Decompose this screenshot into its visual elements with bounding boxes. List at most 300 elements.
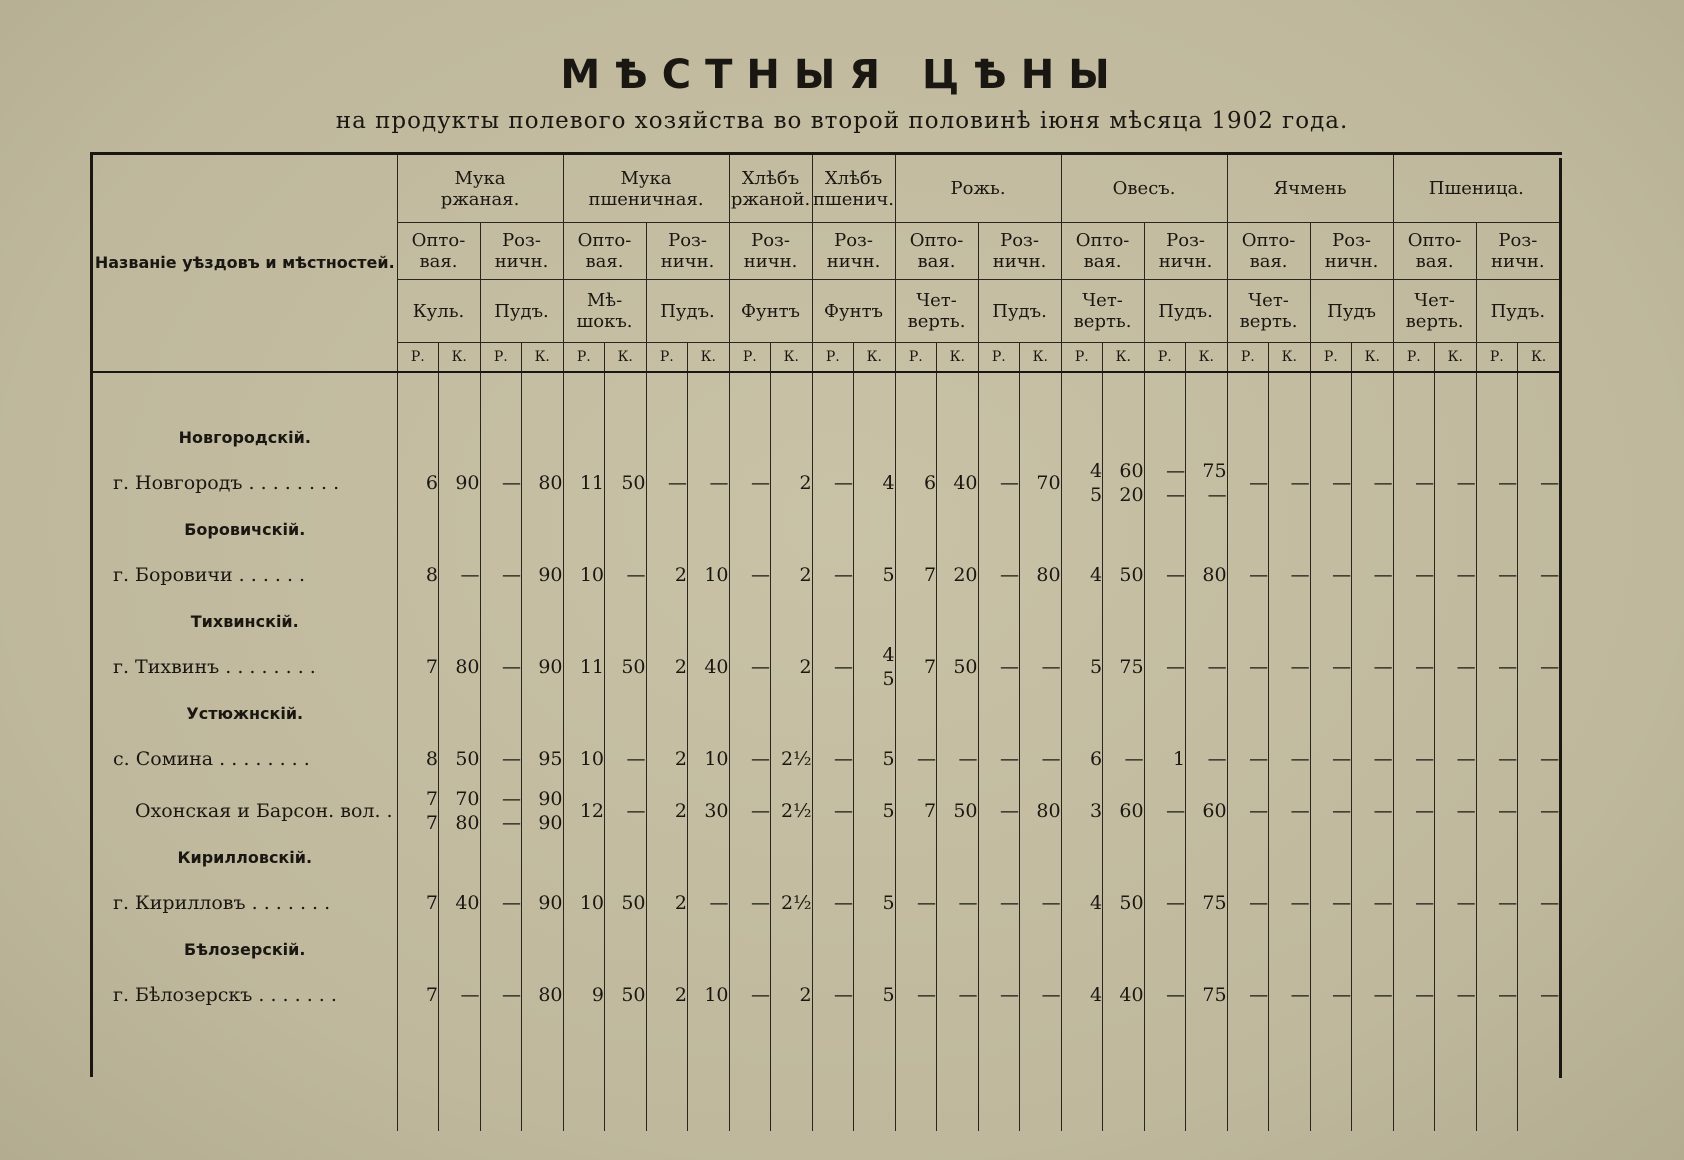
price-value: 2 xyxy=(674,984,687,1006)
price-cell xyxy=(771,877,813,929)
price-value: 90 xyxy=(538,564,563,586)
price-value: — xyxy=(1332,472,1352,494)
name-cell xyxy=(93,837,397,877)
price-cell xyxy=(439,733,481,785)
empty-cell xyxy=(1352,837,1394,877)
empty-cell xyxy=(522,1021,564,1131)
price-value: — xyxy=(751,748,771,770)
price-cell xyxy=(1352,733,1394,785)
empty-cell xyxy=(1144,1021,1186,1131)
unit-header: Пудъ. xyxy=(1144,280,1227,343)
price-value: — xyxy=(834,892,854,914)
empty-cell xyxy=(439,1021,481,1131)
empty-cell xyxy=(854,417,896,457)
price-cell xyxy=(439,549,481,601)
price-value: — xyxy=(1207,748,1227,770)
empty-cell xyxy=(1476,417,1518,457)
price-value: — xyxy=(917,892,937,914)
unit-header: Пудъ. xyxy=(1476,280,1559,343)
empty-cell xyxy=(397,929,439,969)
price-kind-header: Опто- вая. xyxy=(895,223,978,280)
price-cell xyxy=(1352,969,1394,1021)
empty-cell xyxy=(729,1021,771,1131)
price-value: — xyxy=(1249,892,1269,914)
price-cell xyxy=(1393,641,1435,693)
price-cell xyxy=(688,641,730,693)
price-value: — xyxy=(834,984,854,1006)
unit-header: Фунтъ xyxy=(729,280,812,343)
empty-cell xyxy=(480,1021,522,1131)
district-row xyxy=(93,601,1559,641)
price-cell xyxy=(1186,733,1228,785)
price-value: — xyxy=(1000,656,1020,678)
unit-header: Пудъ. xyxy=(480,280,563,343)
price-value: — xyxy=(1041,748,1061,770)
price-kind-header: Роз- ничн. xyxy=(646,223,729,280)
price-value: — xyxy=(1290,984,1310,1006)
price-cell xyxy=(1061,877,1103,929)
price-cell xyxy=(480,733,522,785)
price-value: — xyxy=(1498,748,1518,770)
empty-cell xyxy=(480,417,522,457)
price-value: — — xyxy=(1166,460,1186,506)
price-cell xyxy=(937,733,979,785)
price-value: — xyxy=(1041,984,1061,1006)
place-name: Охонская и Барсон. вол. . xyxy=(135,800,393,822)
price-value: — xyxy=(1332,984,1352,1006)
price-value: — xyxy=(1540,472,1560,494)
empty-cell xyxy=(646,417,688,457)
rub-header: Р. xyxy=(1393,343,1435,373)
price-cell xyxy=(1310,733,1352,785)
empty-cell xyxy=(563,929,605,969)
price-value: 2 xyxy=(799,984,812,1006)
unit-header: Пудъ. xyxy=(978,280,1061,343)
empty-cell xyxy=(1103,509,1145,549)
empty-cell xyxy=(688,929,730,969)
empty-cell xyxy=(978,929,1020,969)
price-kind-header: Роз- ничн. xyxy=(480,223,563,280)
empty-cell xyxy=(1186,837,1228,877)
empty-cell xyxy=(439,372,481,417)
empty-cell xyxy=(646,929,688,969)
price-cell xyxy=(937,785,979,837)
empty-cell xyxy=(1435,417,1477,457)
empty-cell xyxy=(1103,837,1145,877)
price-cell xyxy=(1227,877,1269,929)
price-value: 2 xyxy=(799,472,812,494)
price-value: 40 xyxy=(704,656,729,678)
price-value: — xyxy=(1290,748,1310,770)
empty-cell xyxy=(1020,837,1062,877)
price-cell xyxy=(605,969,647,1021)
price-value: — xyxy=(1166,892,1186,914)
empty-cell xyxy=(1435,372,1477,417)
price-cell xyxy=(1061,549,1103,601)
district-name: Бѣлозерскій. xyxy=(184,939,306,959)
empty-cell xyxy=(978,509,1020,549)
empty-cell xyxy=(854,372,896,417)
empty-cell xyxy=(895,1021,937,1131)
price-value: 2 xyxy=(799,656,812,678)
price-cell xyxy=(646,457,688,509)
empty-cell xyxy=(563,372,605,417)
price-value: 7 xyxy=(923,800,937,822)
empty-cell xyxy=(771,509,813,549)
empty-cell xyxy=(1310,509,1352,549)
rub-header: Р. xyxy=(480,343,522,373)
empty-cell xyxy=(1103,929,1145,969)
empty-cell xyxy=(1435,693,1477,733)
price-value: — xyxy=(709,892,729,914)
price-value: — xyxy=(626,800,646,822)
price-cell xyxy=(646,549,688,601)
rub-header: Р. xyxy=(397,343,439,373)
empty-cell xyxy=(605,1021,647,1131)
place-cell xyxy=(93,457,397,509)
price-cell xyxy=(563,641,605,693)
empty-cell xyxy=(1476,837,1518,877)
empty-cell xyxy=(522,693,564,733)
empty-cell xyxy=(1144,693,1186,733)
district-row xyxy=(93,509,1559,549)
empty-cell xyxy=(1518,601,1560,641)
empty-cell xyxy=(729,601,771,641)
price-value: — xyxy=(1249,984,1269,1006)
district-row xyxy=(93,837,1559,877)
empty-cell xyxy=(1352,601,1394,641)
tail-row xyxy=(93,1021,1559,1131)
empty-cell xyxy=(1061,929,1103,969)
price-cell xyxy=(771,733,813,785)
price-cell xyxy=(1393,733,1435,785)
price-value: — xyxy=(1166,564,1186,586)
price-value: 8 xyxy=(425,564,438,586)
price-value: 40 xyxy=(1119,984,1144,1006)
price-cell xyxy=(1144,785,1186,837)
price-cell xyxy=(812,785,854,837)
empty-cell xyxy=(605,601,647,641)
price-cell xyxy=(439,457,481,509)
price-value: 2 xyxy=(674,564,687,586)
price-value: — xyxy=(1041,892,1061,914)
price-kind-header: Опто- вая. xyxy=(397,223,480,280)
price-value: 75 xyxy=(1119,656,1144,678)
empty-cell xyxy=(1310,1021,1352,1131)
price-value: — xyxy=(502,892,521,914)
data-row xyxy=(93,641,1559,693)
empty-cell xyxy=(729,693,771,733)
empty-cell xyxy=(1227,509,1269,549)
kop-header: К. xyxy=(1352,343,1394,373)
price-value: 80 xyxy=(538,472,563,494)
empty-cell xyxy=(563,509,605,549)
price-cell xyxy=(1393,969,1435,1021)
price-value: — xyxy=(1498,656,1518,678)
price-cell xyxy=(1310,549,1352,601)
price-cell xyxy=(439,641,481,693)
empty-cell xyxy=(1227,1021,1269,1131)
price-value: — xyxy=(1332,748,1352,770)
price-value: — xyxy=(834,748,854,770)
price-value: — xyxy=(668,472,687,494)
price-cell xyxy=(937,641,979,693)
empty-cell xyxy=(1352,1021,1394,1131)
empty-cell xyxy=(771,693,813,733)
price-cell xyxy=(1393,549,1435,601)
price-value: 70 80 xyxy=(455,788,480,834)
price-value: 11 xyxy=(579,472,604,494)
empty-cell xyxy=(480,837,522,877)
price-value: 90 xyxy=(538,892,563,914)
empty-cell xyxy=(1476,372,1518,417)
price-cell xyxy=(895,733,937,785)
unit-header: Фунтъ xyxy=(812,280,895,343)
empty-cell xyxy=(439,601,481,641)
price-value: 40 xyxy=(455,892,480,914)
price-value: 5 xyxy=(882,984,895,1006)
name-cell xyxy=(93,417,397,457)
rub-header: Р. xyxy=(563,343,605,373)
price-value: — xyxy=(1290,656,1310,678)
price-cell xyxy=(812,733,854,785)
price-value: — xyxy=(1249,800,1269,822)
price-cell xyxy=(688,549,730,601)
empty-cell xyxy=(978,693,1020,733)
price-value: 5 xyxy=(882,800,895,822)
price-cell xyxy=(1227,549,1269,601)
empty-cell xyxy=(1518,837,1560,877)
empty-cell xyxy=(522,417,564,457)
price-value: 5 xyxy=(882,892,895,914)
price-cell xyxy=(1061,641,1103,693)
price-cell xyxy=(1476,733,1518,785)
price-value: 80 xyxy=(1036,800,1061,822)
price-cell xyxy=(812,457,854,509)
district-row xyxy=(93,417,1559,457)
price-cell xyxy=(1061,733,1103,785)
empty-cell xyxy=(1061,1021,1103,1131)
price-value: 7 xyxy=(425,984,438,1006)
rub-header: Р. xyxy=(1061,343,1103,373)
price-cell xyxy=(1352,549,1394,601)
price-value: — xyxy=(1456,892,1476,914)
unit-header: Куль. xyxy=(397,280,480,343)
empty-cell xyxy=(854,837,896,877)
empty-cell xyxy=(1435,929,1477,969)
price-cell xyxy=(1020,641,1062,693)
price-value: — xyxy=(1498,472,1518,494)
empty-cell xyxy=(522,509,564,549)
price-cell xyxy=(1186,877,1228,929)
district-name: Кирилловскій. xyxy=(177,847,313,867)
empty-cell xyxy=(1310,837,1352,877)
price-cell xyxy=(1393,457,1435,509)
empty-cell xyxy=(397,601,439,641)
empty-cell xyxy=(1476,1021,1518,1131)
price-cell xyxy=(854,969,896,1021)
price-cell xyxy=(1352,641,1394,693)
empty-cell xyxy=(978,601,1020,641)
empty-cell xyxy=(1144,417,1186,457)
price-cell xyxy=(1227,457,1269,509)
empty-cell xyxy=(978,837,1020,877)
price-value: 10 xyxy=(704,748,729,770)
empty-cell xyxy=(1103,1021,1145,1131)
price-value: — xyxy=(1373,564,1393,586)
place-cell xyxy=(93,641,397,693)
price-cell xyxy=(605,549,647,601)
price-value: — xyxy=(1415,748,1435,770)
price-kind-header: Роз- ничн. xyxy=(1476,223,1559,280)
price-kind-header: Роз- ничн. xyxy=(1144,223,1227,280)
price-cell xyxy=(439,969,481,1021)
empty-cell xyxy=(1352,417,1394,457)
empty-cell xyxy=(397,1021,439,1131)
empty-cell xyxy=(1476,693,1518,733)
price-cell xyxy=(1186,969,1228,1021)
empty-cell xyxy=(688,837,730,877)
kop-header: К. xyxy=(937,343,979,373)
price-value: 2 xyxy=(799,564,812,586)
price-cell xyxy=(729,457,771,509)
price-cell xyxy=(1518,641,1560,693)
price-value: — xyxy=(751,656,771,678)
empty-cell xyxy=(646,1021,688,1131)
price-cell xyxy=(854,733,896,785)
empty-cell xyxy=(605,417,647,457)
price-value: — xyxy=(834,472,854,494)
price-cell xyxy=(646,969,688,1021)
rub-header: Р. xyxy=(646,343,688,373)
price-cell xyxy=(646,785,688,837)
price-cell xyxy=(1269,457,1311,509)
price-value: 70 xyxy=(1036,472,1061,494)
price-value: — xyxy=(1207,656,1227,678)
price-cell xyxy=(978,457,1020,509)
rub-header: Р. xyxy=(1310,343,1352,373)
price-cell xyxy=(812,877,854,929)
price-cell xyxy=(480,785,522,837)
product-header: Рожь. xyxy=(895,155,1061,223)
price-value: 7 xyxy=(923,656,937,678)
price-cell xyxy=(1435,877,1477,929)
price-value: 50 xyxy=(621,656,646,678)
price-value: — xyxy=(502,564,521,586)
price-value: 10 xyxy=(704,984,729,1006)
price-value: — xyxy=(834,800,854,822)
price-value: — xyxy=(917,748,937,770)
empty-cell xyxy=(522,372,564,417)
empty-cell xyxy=(1352,372,1394,417)
price-cell xyxy=(812,969,854,1021)
price-value: — xyxy=(1415,800,1435,822)
price-cell xyxy=(937,969,979,1021)
empty-cell xyxy=(1061,693,1103,733)
empty-cell xyxy=(1393,929,1435,969)
empty-cell xyxy=(978,1021,1020,1131)
rub-header: Р. xyxy=(1476,343,1518,373)
price-cell xyxy=(605,785,647,837)
price-cell xyxy=(1435,733,1477,785)
price-value: — xyxy=(502,656,521,678)
price-value: 10 xyxy=(704,564,729,586)
price-value: — xyxy=(1415,564,1435,586)
price-value: — xyxy=(834,656,854,678)
empty-cell xyxy=(439,417,481,457)
header-row-products xyxy=(93,155,1559,223)
price-cell xyxy=(1020,969,1062,1021)
empty-cell xyxy=(1435,837,1477,877)
empty-cell xyxy=(895,693,937,733)
price-cell xyxy=(646,641,688,693)
price-value: — xyxy=(502,748,521,770)
price-value: 60 xyxy=(1119,800,1144,822)
price-cell xyxy=(771,785,813,837)
price-cell xyxy=(480,877,522,929)
price-value: — xyxy=(1000,472,1020,494)
empty-cell xyxy=(1186,929,1228,969)
price-value: 1 xyxy=(1172,748,1186,770)
price-value: — xyxy=(1290,564,1310,586)
empty-cell xyxy=(729,372,771,417)
empty-cell xyxy=(978,417,1020,457)
empty-cell xyxy=(1518,509,1560,549)
price-cell xyxy=(771,641,813,693)
place-name: г. Тихвинъ . . . . . . . . xyxy=(113,656,316,678)
price-cell xyxy=(688,877,730,929)
price-value: — xyxy=(626,748,646,770)
kop-header: К. xyxy=(522,343,564,373)
empty-cell xyxy=(812,601,854,641)
price-value: 2 xyxy=(674,656,687,678)
price-cell xyxy=(978,549,1020,601)
name-cell xyxy=(93,601,397,641)
empty-cell xyxy=(1144,372,1186,417)
price-cell xyxy=(480,549,522,601)
empty-cell xyxy=(522,837,564,877)
price-cell xyxy=(1435,969,1477,1021)
price-cell xyxy=(1103,785,1145,837)
empty-cell xyxy=(646,509,688,549)
empty-cell xyxy=(895,417,937,457)
empty-cell xyxy=(480,601,522,641)
price-value: — xyxy=(1000,984,1020,1006)
empty-cell xyxy=(1020,509,1062,549)
price-cell xyxy=(978,733,1020,785)
page-title: МѢСТНЫЯ ЦѢНЫ xyxy=(560,52,1124,98)
empty-cell xyxy=(1186,509,1228,549)
price-value: — xyxy=(917,984,937,1006)
price-value: — xyxy=(1332,564,1352,586)
price-cell xyxy=(397,877,439,929)
unit-header: Пудъ. xyxy=(646,280,729,343)
empty-cell xyxy=(1393,372,1435,417)
empty-cell xyxy=(1061,417,1103,457)
empty-cell xyxy=(563,837,605,877)
price-cell xyxy=(729,785,771,837)
price-cell xyxy=(1352,877,1394,929)
price-cell xyxy=(895,785,937,837)
empty-cell xyxy=(1393,837,1435,877)
empty-cell xyxy=(688,417,730,457)
price-value: 7 xyxy=(425,656,438,678)
price-value: 2 xyxy=(674,892,687,914)
price-cell xyxy=(771,549,813,601)
price-cell xyxy=(480,641,522,693)
price-cell xyxy=(895,877,937,929)
empty-cell xyxy=(1186,417,1228,457)
